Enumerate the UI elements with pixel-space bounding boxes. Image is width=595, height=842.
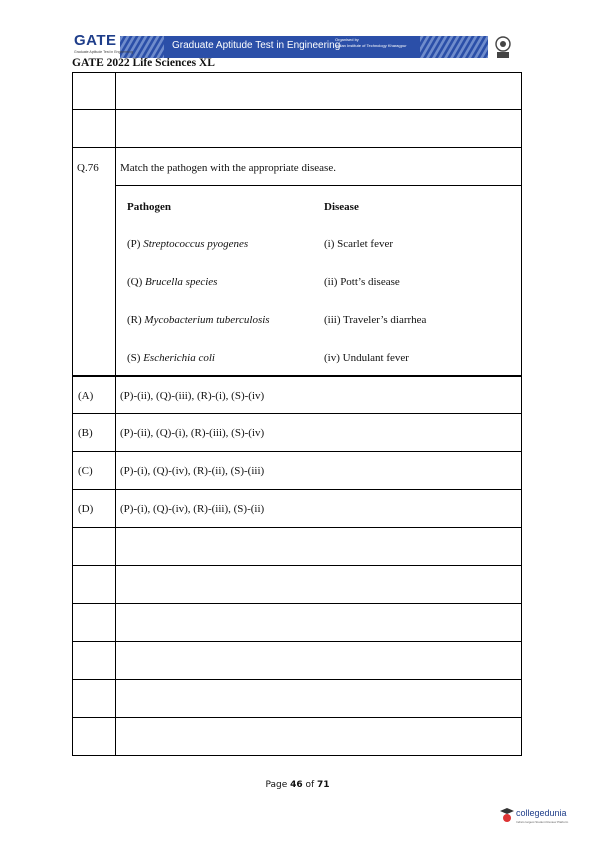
page-number: Page 46 of 71 [265,780,330,790]
disease-item: (ii) Pott’s disease [324,276,400,288]
organizer-label: Organised by [335,37,359,42]
option-label: (D) [78,503,94,515]
gate-logo: GATE [74,32,117,49]
pathogen-item: (Q) Brucella species [127,276,218,288]
pathogen-item: (S) Escherichia coli [127,352,215,364]
brand-tagline: India's largest Student Review Platform [516,820,569,824]
table-row [72,642,522,680]
disease-item: (iii) Traveler’s diarrhea [324,314,427,326]
option-row [72,452,522,490]
option-row [72,414,522,452]
table-row [72,566,522,604]
table-row [72,72,522,110]
question-number: Q.76 [77,162,99,174]
table-row [72,604,522,642]
pathogen-item: (P) Streptococcus pyogenes [127,238,249,250]
option-row [72,490,522,528]
collegedunia-logo [500,806,580,828]
table-row [72,680,522,718]
option-text: (P)-(ii), (Q)-(iii), (R)-(i), (S)-(iv) [120,390,265,402]
question-text: Match the pathogen with the appropriate disease. [120,162,336,174]
organizer-name: Indian Institute of Technology Kharagpur [335,43,407,48]
graduate-cap-icon [500,808,514,824]
option-label: (A) [78,390,94,402]
option-text: (P)-(i), (Q)-(iv), (R)-(ii), (S)-(iii) [120,465,265,477]
option-label: (C) [78,465,93,477]
table-row [72,528,522,566]
option-text: (P)-(i), (Q)-(iv), (R)-(iii), (S)-(ii) [120,503,265,515]
disease-item: (iv) Undulant fever [324,352,409,364]
gate-logo-subtitle: Graduate Aptitude Test in Engineering [74,50,133,54]
question-block [72,148,522,376]
disease-item: (i) Scarlet fever [324,238,394,250]
disease-header: Disease [324,201,359,213]
iit-emblem-icon [494,36,512,60]
pathogen-header: Pathogen [127,201,171,213]
option-row [72,376,522,414]
banner-title: Graduate Aptitude Test in Engineering [172,40,341,51]
option-label: (B) [78,427,93,439]
table-row [72,718,522,756]
document-title: GATE 2022 Life Sciences XL [72,57,215,69]
table-row [72,110,522,148]
option-text: (P)-(ii), (Q)-(i), (R)-(iii), (S)-(iv) [120,427,265,439]
pathogen-item: (R) Mycobacterium tuberculosis [127,314,270,326]
brand-name: collegedunia [516,808,567,818]
